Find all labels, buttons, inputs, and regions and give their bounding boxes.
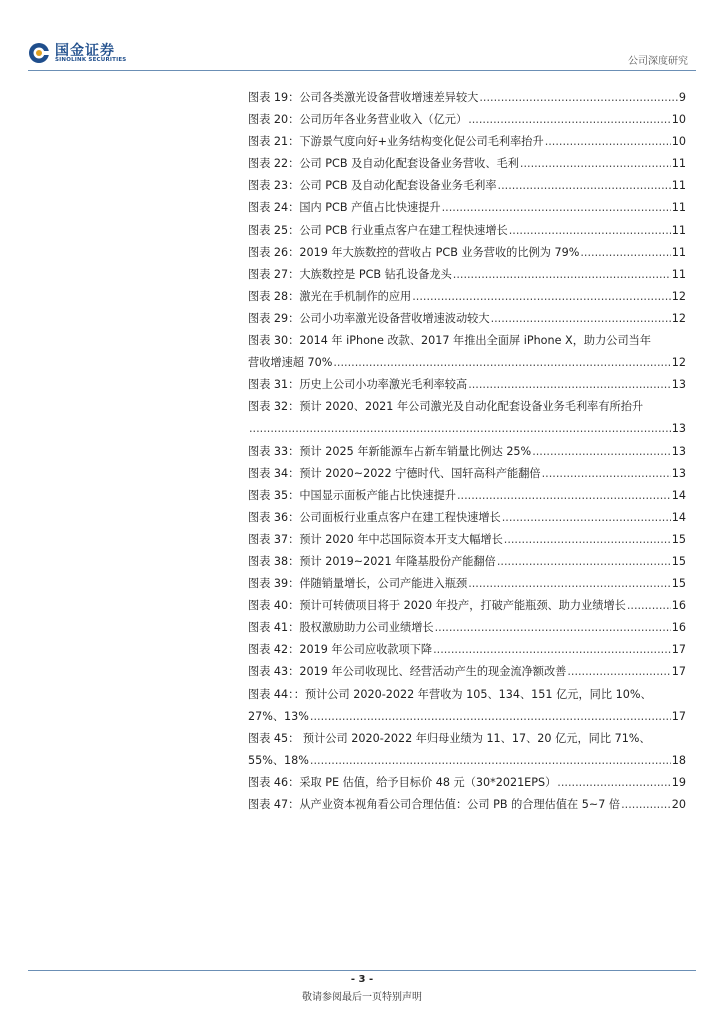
- toc-entry[interactable]: [248, 374, 686, 396]
- leader-dots: [542, 463, 671, 485]
- toc-entry-page: 19: [671, 775, 686, 789]
- leader-dots: [504, 529, 671, 551]
- logo-english-text: SINOLINK SECURITIES: [55, 57, 127, 63]
- disclaimer-note: 敬请参阅最后一页特别声明: [302, 992, 422, 1003]
- toc-entry-label: 图表 32：: [248, 400, 300, 414]
- leader-dots: [627, 595, 671, 617]
- toc-entry-title-continued: 27%、13%: [248, 709, 309, 723]
- toc-entry[interactable]: [248, 463, 686, 485]
- toc-entry[interactable]: [248, 573, 686, 595]
- toc-entry-label: 图表 35：: [248, 488, 300, 502]
- toc-entry-label: 图表 20：: [248, 113, 300, 127]
- toc-entry-title: 公司面板行业重点客户在建工程快速增长: [299, 510, 501, 524]
- toc-entry-label: 图表 19：: [248, 91, 300, 104]
- toc-entry-label: 图表 27：: [248, 267, 300, 281]
- toc-entry-page: 10: [671, 113, 686, 127]
- page-number: - 3 -: [350, 974, 374, 985]
- toc-entry[interactable]: [248, 661, 686, 683]
- toc-entry-label: 图表 37：: [248, 532, 300, 546]
- toc-entry-page: 13: [671, 466, 686, 480]
- toc-entry-title: 大族数控是 PCB 钻孔设备龙头: [299, 267, 452, 281]
- toc-entry-page: 12: [671, 356, 686, 370]
- toc-entry[interactable]: [248, 639, 686, 661]
- toc-entry-label: 图表 41：: [248, 621, 300, 635]
- toc-entry[interactable]: [248, 242, 686, 264]
- toc-entry-page: 13: [671, 444, 686, 458]
- toc-entry-title: 公司历年各业务营业收入（亿元）: [299, 113, 468, 127]
- toc-entry-title: 公司 PCB 行业重点客户在建工程快速增长: [299, 223, 508, 237]
- toc-entry-page: 12: [671, 289, 686, 303]
- toc-entry-label: 图表 31：: [248, 378, 300, 392]
- brand-logo: [28, 40, 138, 68]
- toc-entry-title: 股权激励助力公司业绩增长: [299, 621, 434, 635]
- toc-entry-page: 17: [671, 643, 686, 657]
- leader-dots: [621, 794, 671, 816]
- toc-entry-title: 国内 PCB 产值占比快速提升: [299, 201, 441, 215]
- toc-entry[interactable]: [248, 684, 686, 728]
- toc-entry-label: 图表 38：: [248, 554, 300, 568]
- leader-dots: [498, 175, 671, 197]
- toc-entry-title: 历史上公司小功率激光毛利率较高: [299, 378, 468, 392]
- toc-entry-label: 图表 26：: [248, 245, 300, 259]
- toc-entry[interactable]: [248, 728, 686, 772]
- toc-entry-label: 图表 45：: [248, 731, 300, 745]
- toc-entry-label: 图表 29：: [248, 311, 300, 325]
- toc-entry[interactable]: [248, 197, 686, 219]
- toc-entry-label: 图表 24：: [248, 201, 300, 215]
- toc-entry[interactable]: [248, 551, 686, 573]
- toc-entry-title-continued: 55%、18%: [248, 753, 309, 767]
- toc-entry-label: 图表 28：: [248, 289, 300, 303]
- leader-dots: [310, 750, 671, 772]
- leader-dots: [532, 441, 671, 463]
- toc-entry[interactable]: [248, 794, 686, 816]
- toc-entry-title: 激光在手机制作的应用: [299, 289, 412, 303]
- toc-entry-title: 2019 年大族数控的营收占 PCB 业务营收的比例为 79%: [299, 245, 580, 259]
- toc-entry-title: 伴随销量增长，公司产能进入瓶颈: [299, 577, 468, 591]
- toc-entry[interactable]: [248, 286, 686, 308]
- toc-entry[interactable]: [248, 264, 686, 286]
- toc-entry-title: 从产业资本视角看公司合理估值：公司 PB 的合理估值在 5~7 倍: [299, 798, 621, 811]
- leader-dots: [468, 109, 671, 131]
- toc-entry-title: 公司各类激光设备营收增速差异较大: [299, 91, 479, 104]
- toc-entry-page: 12: [671, 311, 686, 325]
- leader-dots: [567, 661, 670, 683]
- toc-entry-label: 图表 21：: [248, 135, 300, 149]
- toc-entry-title: 2014 年 iPhone 改款、2017 年推出全面屏 iPhone X，助力公司当年: [299, 334, 652, 348]
- toc-entry-label: 图表 47：: [248, 798, 300, 811]
- toc-entry-label: 图表 39：: [248, 577, 300, 591]
- leader-dots: [333, 352, 670, 374]
- toc-entry[interactable]: [248, 308, 686, 330]
- leader-dots: [468, 374, 671, 396]
- toc-entry-title: 中国显示面板产能占比快速提升: [299, 488, 456, 502]
- toc-entry[interactable]: [248, 220, 686, 242]
- toc-entry-page: 14: [671, 510, 686, 524]
- leader-dots: [502, 507, 671, 529]
- toc-entry-page: 11: [671, 267, 686, 281]
- toc-entry[interactable]: [248, 507, 686, 529]
- toc-entry[interactable]: [248, 485, 686, 507]
- toc-entry-title: ：预计公司 2020-2022 年营收为 105、134、151 亿元，同比 10%、: [293, 687, 652, 701]
- leader-dots: [491, 308, 671, 330]
- toc-entry-page: 17: [671, 709, 686, 723]
- leader-dots: [497, 551, 671, 573]
- leader-dots: [468, 573, 671, 595]
- toc-entry-page: 13: [671, 422, 686, 436]
- leader-dots: [580, 242, 670, 264]
- leader-dots: [442, 197, 671, 219]
- toc-entry[interactable]: [248, 330, 686, 374]
- leader-dots: [457, 485, 671, 507]
- toc-entry-title: 2019 年公司收现比、经营活动产生的现金流净额改善: [299, 665, 567, 679]
- toc-entry[interactable]: [248, 617, 686, 639]
- toc-entry-page: 11: [671, 179, 686, 193]
- toc-entry-label: 图表 36：: [248, 510, 300, 524]
- toc-entry-title: 预计 2020、2021 年公司激光及自动化配套设备业务毛利率有所抬升: [299, 400, 644, 414]
- sinolink-logo-icon: [28, 42, 50, 64]
- toc-entry-label: 图表 43：: [248, 665, 300, 679]
- toc-entry-page: 16: [671, 599, 686, 613]
- report-type: 公司深度研究: [628, 56, 688, 67]
- toc-entry-title: 2019 年公司应收款项下降: [299, 643, 433, 657]
- toc-entry-page: 11: [671, 157, 686, 171]
- toc-entry-label: 图表 46：: [248, 775, 300, 789]
- toc-entry-title: 公司 PCB 及自动化配套设备业务营收、毛利: [299, 157, 519, 171]
- footer-divider: [28, 970, 696, 971]
- toc-entry-page: 15: [671, 532, 686, 546]
- toc-entry[interactable]: [248, 441, 686, 463]
- leader-dots: [520, 153, 671, 175]
- toc-entry-label: 图表 42：: [248, 643, 300, 657]
- toc-entry-page: 9: [678, 91, 686, 104]
- toc-entry[interactable]: [248, 595, 686, 617]
- toc-entry[interactable]: [248, 772, 686, 794]
- leader-dots: [435, 617, 671, 639]
- toc-entry-page: 14: [671, 488, 686, 502]
- toc-entry[interactable]: [248, 87, 686, 109]
- toc-entry-title: 预计公司 2020-2022 年归母业绩为 11、17、20 亿元，同比 71%、: [299, 731, 651, 745]
- toc-entry-page: 11: [671, 245, 686, 259]
- toc-entry-page: 13: [671, 378, 686, 392]
- toc-entry-title: 预计 2020~2022 宁德时代、国轩高科产能翻倍: [299, 466, 541, 480]
- toc-entry-title: 公司 PCB 及自动化配套设备业务毛利率: [299, 179, 497, 193]
- toc-entry-page: 11: [671, 201, 686, 215]
- toc-entry-page: 10: [671, 135, 686, 149]
- toc-entry-label: 图表 22：: [248, 157, 300, 171]
- leader-dots: [433, 639, 671, 661]
- toc-entry-label: 图表 25：: [248, 223, 300, 237]
- toc-entry-page: 17: [671, 665, 686, 679]
- toc-entry-page: 20: [671, 798, 686, 811]
- toc-entry-page: 18: [671, 753, 686, 767]
- toc-entry[interactable]: [248, 153, 686, 175]
- leader-dots: [545, 131, 671, 153]
- toc-entry-page: 16: [671, 621, 686, 635]
- toc-entry-title: 公司小功率激光设备营收增速波动较大: [299, 311, 490, 325]
- toc-entry-title: 采取 PE 估值，给予目标价 48 元（30*2021EPS）: [299, 775, 557, 789]
- leader-dots: [412, 286, 671, 308]
- figure-list: [248, 87, 686, 816]
- toc-entry-title: 下游景气度向好+业务结构变化促公司毛利率抬升: [299, 135, 544, 149]
- toc-entry-page: 15: [671, 577, 686, 591]
- toc-entry-label: 图表 33：: [248, 444, 300, 458]
- leader-dots: [249, 418, 671, 440]
- toc-entry-label: 图表 30：: [248, 334, 300, 348]
- toc-entry-page: 15: [671, 554, 686, 568]
- leader-dots: [557, 772, 670, 794]
- leader-dots: [453, 264, 671, 286]
- toc-entry[interactable]: [248, 131, 686, 153]
- toc-entry-label: 图表 23：: [248, 179, 300, 193]
- toc-entry-title: 预计 2019~2021 年隆基股份产能翻倍: [299, 554, 496, 568]
- toc-entry-label: 图表 40：: [248, 599, 300, 613]
- toc-entry-title: 预计 2025 年新能源车占新车销量比例达 25%: [299, 444, 532, 458]
- toc-entry[interactable]: [248, 109, 686, 131]
- leader-dots: [310, 706, 671, 728]
- toc-entry-label: 图表 34：: [248, 466, 300, 480]
- toc-entry-title-continued: 营收增速超 70%: [248, 356, 333, 370]
- toc-entry[interactable]: [248, 529, 686, 551]
- toc-entry-label: 图表 44：: [248, 687, 294, 701]
- toc-entry[interactable]: [248, 175, 686, 197]
- toc-entry-title: 预计可转债项目将于 2020 年投产，打破产能瓶颈、助力业绩增长: [299, 599, 626, 613]
- toc-entry-title: 预计 2020 年中芯国际资本开支大幅增长: [299, 532, 503, 546]
- toc-entry-page: 11: [671, 223, 686, 237]
- header-divider: [28, 70, 696, 71]
- leader-dots: [509, 220, 671, 242]
- page-header: [0, 0, 724, 72]
- toc-entry[interactable]: [248, 396, 686, 440]
- logo-chinese-text: 国金证券: [55, 43, 115, 59]
- leader-dots: [479, 87, 678, 109]
